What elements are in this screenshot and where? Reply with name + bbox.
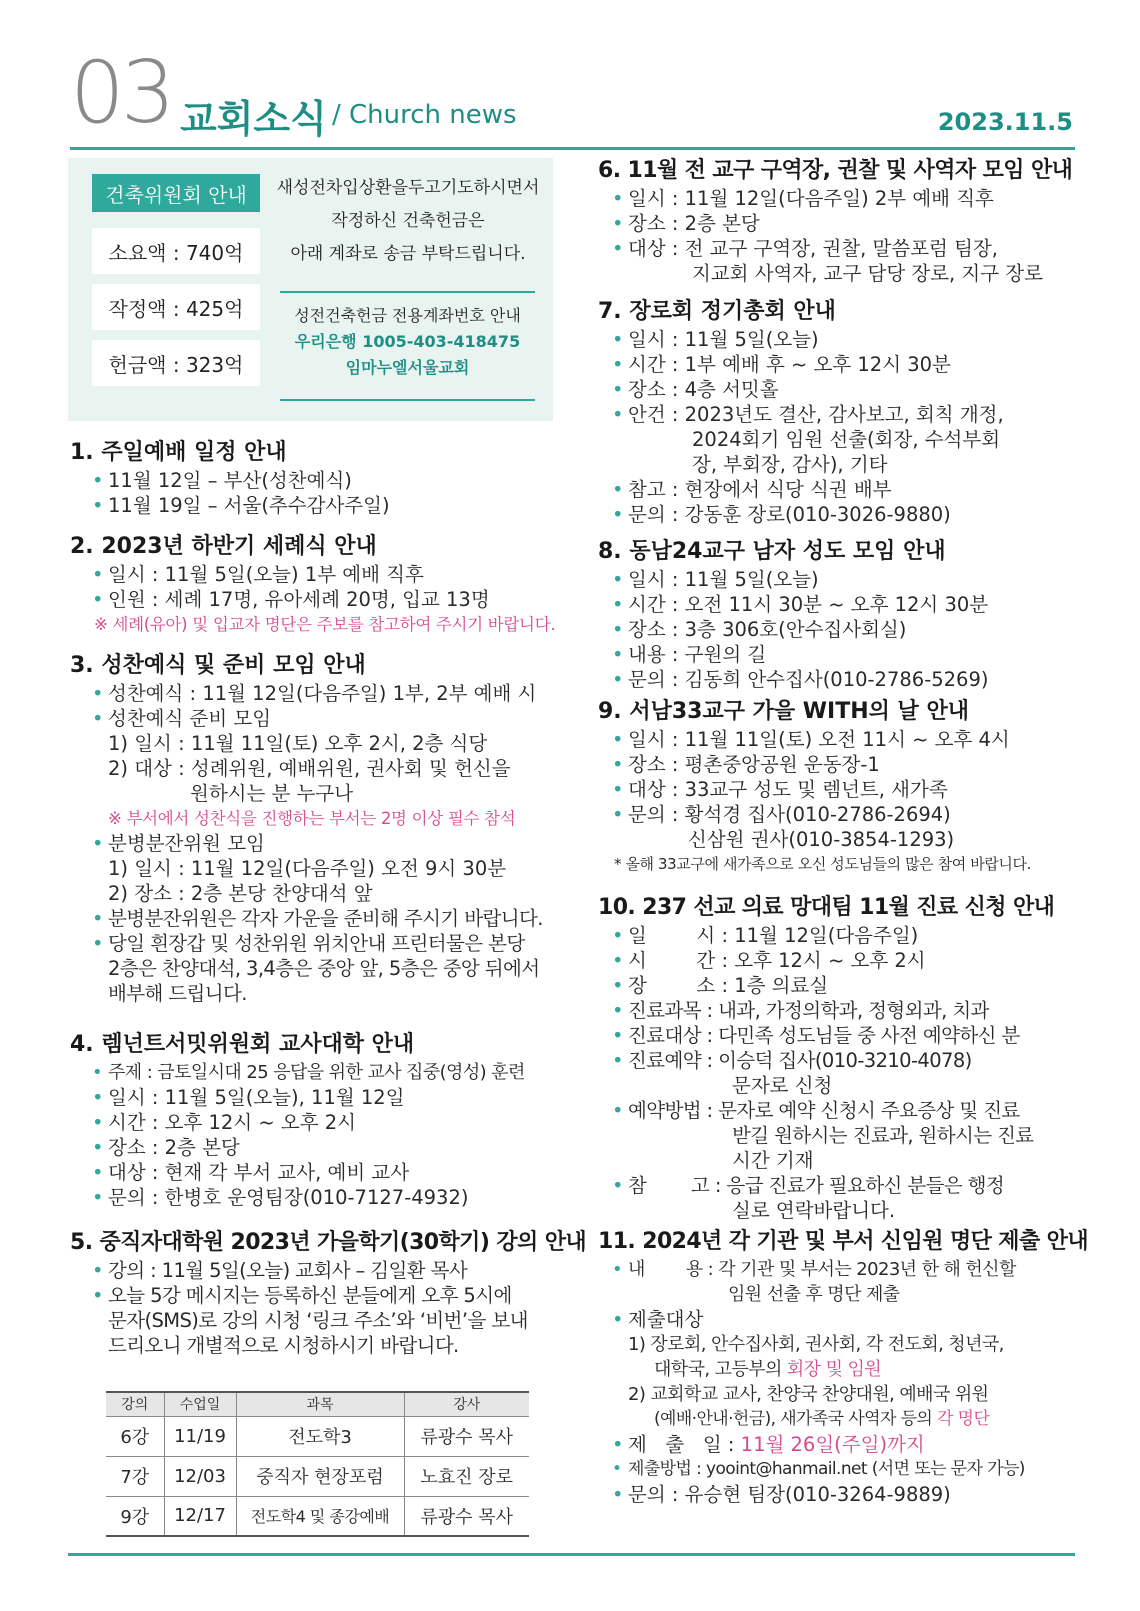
list-subitem: 2) 교회학교 교사, 찬양국 찬양대원, 예배국 위원 (628, 1384, 989, 1405)
section-teacher-college (70, 1030, 550, 1210)
list-item-cont: 2층은 찬양대석, 3,4층은 중앙 앞, 5층은 중앙 뒤에서 (108, 957, 540, 980)
table-row (106, 1456, 529, 1496)
section-district-leaders (598, 156, 1078, 286)
column-header: 강의 (106, 1392, 164, 1416)
list-item: • 시간 : 오전 11시 30분 ~ 오후 12시 30분 (628, 592, 1078, 617)
section-graduate-school (70, 1228, 587, 1358)
list-item: • 당일 흰장갑 및 성찬위원 위치안내 프린터물은 본당 (108, 931, 550, 956)
section-medical-team (598, 893, 1078, 1223)
communion-note: ※ 부서에서 성찬식을 진행하는 부서는 2명 이상 필수 참석 (108, 809, 516, 828)
list-item: • 성찬예식 준비 모임 (108, 706, 550, 731)
table-cell: 류광수 목사 (404, 1496, 529, 1536)
required-amount: 소요액 : 740억 (92, 228, 260, 274)
list-item: • 문의 : 황석경 집사(010-2786-2694) (628, 802, 1078, 827)
list-item: • 시간 : 1부 예배 후 ~ 오후 12시 30분 (628, 352, 1078, 377)
list-item-cont: 받길 원하시는 진료과, 원하시는 진료 (732, 1124, 1034, 1147)
list-item: • 일시 : 11월 5일(오늘) 1부 예배 직후 (108, 562, 550, 587)
list-item-cont: 장, 부회장, 감사), 기타 (692, 453, 888, 476)
table-cell: 12/03 (164, 1456, 236, 1496)
table-cell: 6강 (106, 1416, 164, 1456)
table-cell: 7강 (106, 1456, 164, 1496)
list-item (628, 1432, 1078, 1457)
list-item-cont: 2024회기 임원 선출(회장, 수석부회 (692, 428, 1001, 451)
message-line: 아래 계좌로 송금 부탁드립니다. (290, 244, 526, 264)
account-info (280, 291, 535, 401)
subitem-text: (예배·안내·헌금), 새가족국 사역자 등의 (654, 1409, 938, 1429)
account-number[interactable]: 우리은행 1005-403-418475 (294, 332, 521, 351)
list-item: • 11월 19일 – 서울(추수감사주일) (108, 493, 550, 518)
column-header: 과목 (236, 1392, 404, 1416)
highlight-text: 각 명단 (937, 1409, 990, 1429)
list-item: • 오늘 5강 메시지는 등록하신 분들에게 오후 5시에 (108, 1283, 550, 1308)
list-item: • 문의 : 한병호 운영팀장(010-7127-4932) (108, 1185, 550, 1210)
section-elders-assembly (598, 297, 1078, 527)
list-item: • 11월 12일 – 부산(성찬예식) (108, 468, 550, 493)
list-subitem: 1) 일시 : 11월 11일(토) 오후 2시, 2층 식당 (108, 732, 488, 755)
list-item: • 장소 : 평촌중앙공원 운동장-1 (628, 752, 1078, 777)
message-line: 작정하신 건축헌금은 (331, 211, 485, 231)
list-item: • 문의 : 강동훈 장로(010-3026-9880) (628, 502, 1078, 527)
list-item: • 참고 : 현장에서 식당 식권 배부 (628, 477, 1078, 502)
list-subitem-cont: 원하시는 분 누구나 (190, 782, 354, 805)
list-subitem: 2) 대상 : 성례위원, 예배위원, 권사회 및 헌신을 (108, 757, 511, 780)
highlight-text: 회장 및 임원 (786, 1359, 882, 1380)
section-title: 1. 주일예배 일정 안내 (70, 440, 287, 465)
list-item-cont: 문자(SMS)로 강의 시청 ‘링크 주소’와 ‘비번’을 보내 (108, 1309, 528, 1332)
building-box-title: 건축위원회 안내 (92, 174, 260, 212)
list-item: • 장소 : 2층 본당 (628, 211, 1078, 236)
section-title: 7. 장로회 정기총회 안내 (598, 299, 836, 324)
section-new-officers (598, 1227, 1088, 1507)
donated-amount: 헌금액 : 323억 (92, 340, 260, 386)
list-item: • 장소 : 2층 본당 (108, 1135, 550, 1160)
table-header-row (106, 1392, 529, 1416)
list-item: • 일시 : 11월 11일(토) 오전 11시 ~ 오후 4시 (628, 727, 1078, 752)
list-item-cont: 문자로 신청 (732, 1074, 833, 1097)
baptism-note: ※ 세례(유아) 및 입교자 명단은 주보를 참고하여 주시기 바랍니다. (94, 615, 556, 634)
list-subitem: 1) 장로회, 안수집사회, 권사회, 각 전도회, 청년국, (628, 1334, 1004, 1355)
column-header: 강사 (404, 1392, 529, 1416)
list-item: • 시간 : 오후 12시 ~ 오후 2시 (108, 1110, 550, 1135)
table-cell: 전도학4 및 종강예배 (236, 1496, 404, 1536)
pledged-amount: 작정액 : 425억 (92, 284, 260, 330)
table-row (106, 1416, 529, 1456)
section-title: 6. 11월 전 교구 구역장, 권찰 및 사역자 모임 안내 (598, 158, 1073, 183)
list-item: • 진료대상 : 다민족 성도님들 중 사전 예약하신 분 (628, 1023, 1078, 1048)
list-item: • 진료과목 : 내과, 가정의학과, 정형외과, 치과 (628, 998, 1078, 1023)
subitem-text: 대학국, 고등부의 (654, 1359, 787, 1380)
submission-method[interactable]: • 제출방법 : yooint@hanmail.net (서면 또는 문자 가능) (628, 1457, 1078, 1482)
list-item: • 성찬예식 : 11월 12일(다음주일) 1부, 2부 예배 시 (108, 681, 550, 706)
account-title: 성전건축헌금 전용계좌번호 안내 (294, 306, 521, 325)
section-title: 8. 동남24교구 남자 성도 모임 안내 (598, 539, 946, 564)
account-holder: 임마누엘서울교회 (345, 358, 470, 377)
list-item: • 안건 : 2023년도 결산, 감사보고, 회칙 개정, (628, 402, 1078, 427)
list-item: • 참 고 : 응급 진료가 필요하신 분들은 행정 (628, 1173, 1078, 1198)
section-title: 10. 237 선교 의료 망대팀 11월 진료 신청 안내 (598, 895, 1055, 920)
table-cell: 류광수 목사 (404, 1416, 529, 1456)
list-item: • 문의 : 유승현 팀장(010-3264-9889) (628, 1482, 1078, 1507)
list-item: • 분병분잔위원 모임 (108, 831, 550, 856)
section-southeast-men (598, 537, 1078, 692)
list-subitem: 2) 장소 : 2층 본당 찬양대석 앞 (108, 882, 373, 905)
list-item: • 강의 : 11월 5일(오늘) 교회사 – 김일환 목사 (108, 1258, 550, 1283)
list-item: • 장소 : 4층 서밋홀 (628, 377, 1078, 402)
list-item: • 주제 : 금토일시대 25 응답을 위한 교사 집중(영성) 훈련 (108, 1060, 550, 1085)
section-title: 11. 2024년 각 기관 및 부서 신임원 명단 제출 안내 (598, 1229, 1088, 1254)
building-fund-box (68, 158, 553, 421)
list-item: • 분병분잔위원은 각자 가운을 준비해 주시기 바랍니다. (108, 906, 550, 931)
list-item-cont: 신삼원 권사(010-3854-1293) (688, 828, 955, 851)
footer-divider (68, 1553, 1075, 1556)
section-title: 9. 서남33교구 가을 WITH의 날 안내 (598, 699, 969, 724)
table-cell: 노효진 장로 (404, 1456, 529, 1496)
section-baptism (70, 532, 556, 637)
page-title: 교회소식 (180, 97, 327, 141)
table-cell: 9강 (106, 1496, 164, 1536)
deadline-label: 제 출 일 : (628, 1433, 741, 1456)
list-item: • 시 간 : 오후 12시 ~ 오후 2시 (628, 948, 1078, 973)
list-item: • 대상 : 전 교구 구역장, 권찰, 말씀포럼 팀장, (628, 236, 1078, 261)
list-item: • 일시 : 11월 5일(오늘) (628, 327, 1078, 352)
list-item: • 제출대상 (628, 1307, 1078, 1332)
table-cell: 전도학3 (236, 1416, 404, 1456)
list-item: • 일시 : 11월 12일(다음주일) 2부 예배 직후 (628, 186, 1078, 211)
table-cell: 중직자 현장포럼 (236, 1456, 404, 1496)
issue-date: 2023.11.5 (937, 108, 1073, 136)
section-title: 3. 성찬예식 및 준비 모임 안내 (70, 653, 366, 678)
section-title: 5. 중직자대학원 2023년 가을학기(30학기) 강의 안내 (70, 1230, 587, 1255)
list-item-cont: 임원 선출 후 명단 제출 (728, 1284, 900, 1305)
column-header: 수업일 (164, 1392, 236, 1416)
list-subitem-cont (628, 1357, 1078, 1382)
table-row (106, 1496, 529, 1536)
list-item: • 내 용 : 각 기관 및 부서는 2023년 한 해 헌신할 (628, 1257, 1078, 1282)
list-item-cont: 시간 기재 (732, 1149, 814, 1172)
list-item: • 장소 : 3층 306호(안수집사회실) (628, 617, 1078, 642)
list-item: • 내용 : 구원의 길 (628, 642, 1078, 667)
list-item: • 일시 : 11월 5일(오늘) (628, 567, 1078, 592)
section-title: 2. 2023년 하반기 세례식 안내 (70, 534, 377, 559)
section-communion (70, 651, 550, 1006)
list-item: • 예약방법 : 문자로 예약 신청시 주요증상 및 진료 (628, 1098, 1078, 1123)
table-cell: 12/17 (164, 1496, 236, 1536)
lecture-schedule-table (106, 1391, 529, 1537)
page-number: 03 (70, 43, 172, 143)
message-line: 새성전차입상환을두고기도하시면서 (276, 178, 540, 198)
deadline-value: 11월 26일(주일)까지 (740, 1433, 925, 1456)
list-subitem-cont (628, 1407, 1078, 1432)
list-item: • 인원 : 세례 17명, 유아세례 20명, 입교 13명 (108, 587, 550, 612)
list-item-cont: 지교회 사역자, 교구 담당 장로, 지구 장로 (692, 262, 1043, 285)
list-item-cont: 실로 연락바랍니다. (732, 1199, 896, 1222)
section-sunday-schedule (70, 438, 550, 518)
building-message (274, 172, 542, 271)
list-item: • 문의 : 김동희 안수집사(010-2786-5269) (628, 667, 1078, 692)
list-item: • 진료예약 : 이승덕 집사(010-3210-4078) (628, 1048, 1078, 1073)
page-subtitle: / Church news (332, 100, 517, 130)
section-title: 4. 렘넌트서밋위원회 교사대학 안내 (70, 1032, 415, 1057)
list-item-cont: 배부해 드립니다. (108, 982, 247, 1005)
list-item: • 대상 : 현재 각 부서 교사, 예비 교사 (108, 1160, 550, 1185)
table-cell: 11/19 (164, 1416, 236, 1456)
list-item: • 대상 : 33교구 성도 및 렘넌트, 새가족 (628, 777, 1078, 802)
with-day-note: * 올해 33교구에 새가족으로 오신 성도님들의 많은 참여 바랍니다. (614, 855, 1031, 873)
list-subitem: 1) 일시 : 11월 12일(다음주일) 오전 9시 30분 (108, 857, 507, 880)
page-header (70, 43, 1075, 150)
list-item-cont: 드리오니 개별적으로 시청하시기 바랍니다. (108, 1334, 459, 1357)
list-item: • 일 시 : 11월 12일(다음주일) (628, 923, 1078, 948)
list-item: • 장 소 : 1층 의료실 (628, 973, 1078, 998)
section-with-day (598, 697, 1078, 877)
list-item: • 일시 : 11월 5일(오늘), 11월 12일 (108, 1085, 550, 1110)
